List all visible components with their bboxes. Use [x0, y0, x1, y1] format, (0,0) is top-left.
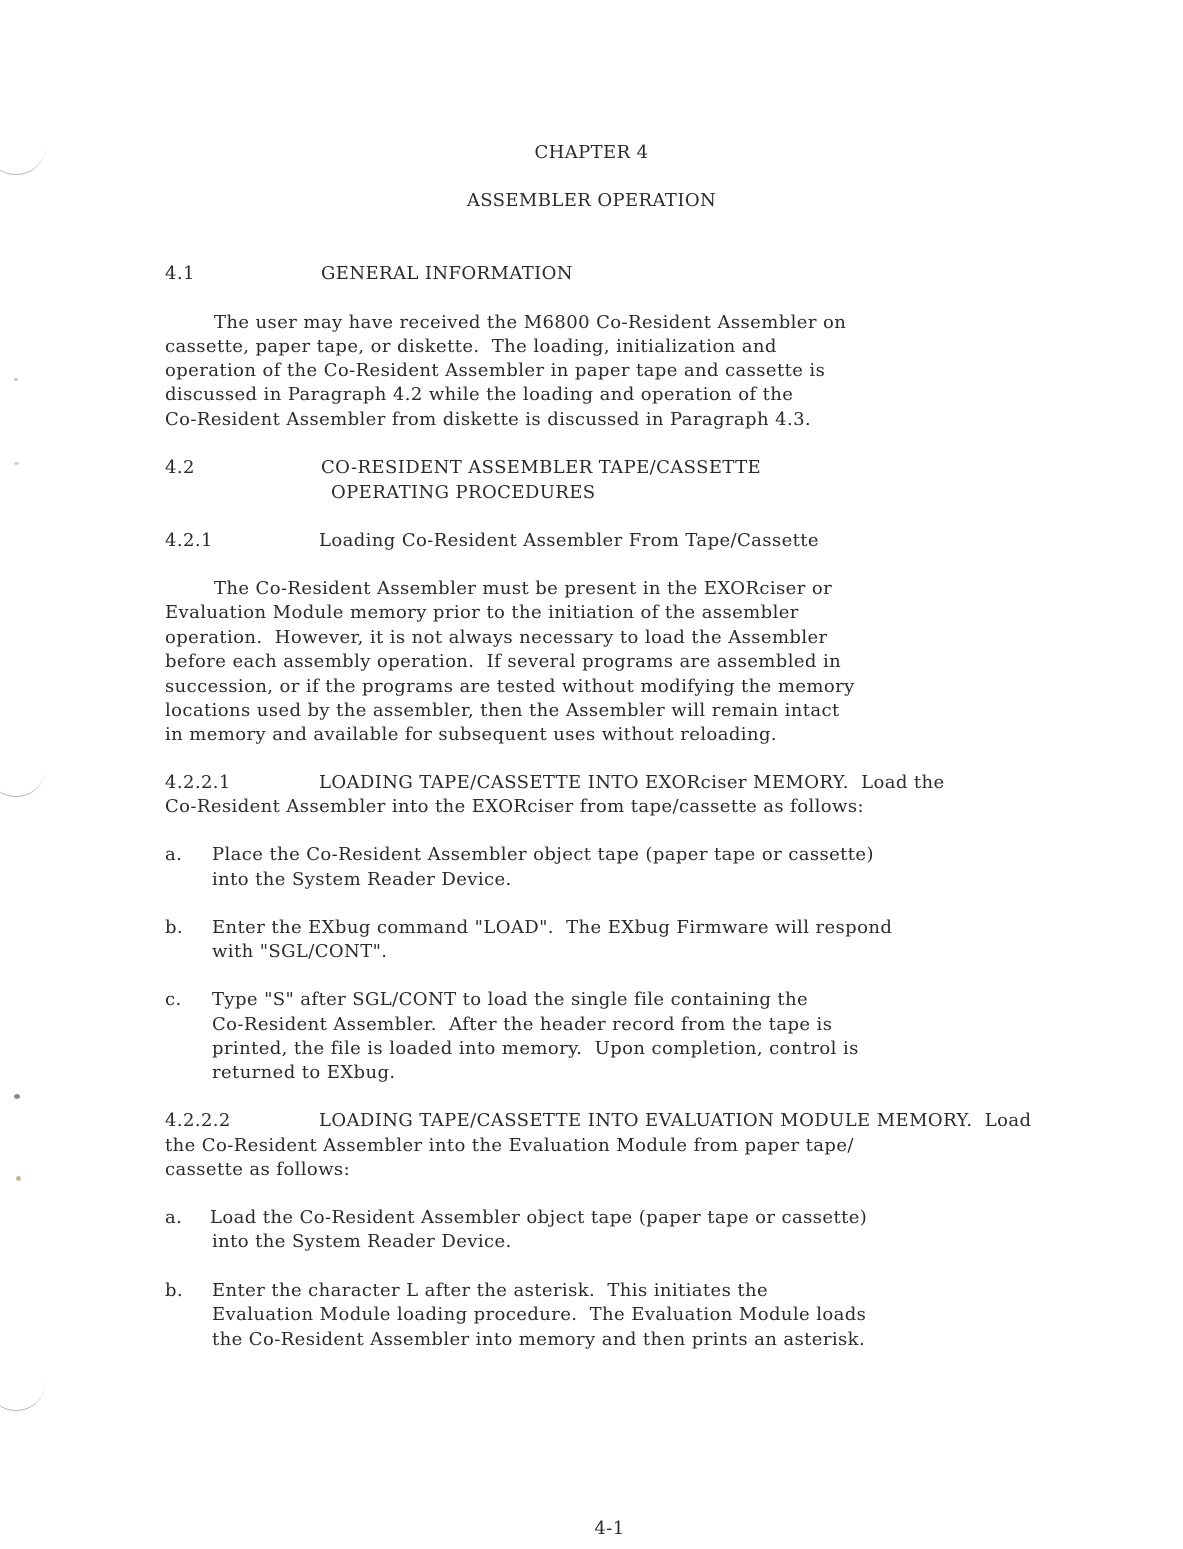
step-line: the Co-Resident Assembler into memory and then prints an asterisk. [212, 1329, 866, 1350]
section-heading: CO-RESIDENT ASSEMBLER TAPE/CASSETTE [321, 457, 762, 478]
step-marker: b. [165, 1280, 184, 1301]
step-line: Enter the character L after the asterisk. This initiates the [212, 1280, 769, 1301]
section-heading-continued: OPERATING PROCEDURES [331, 482, 596, 503]
paragraph-line: in memory and available for subsequent uses without reloading. [165, 724, 777, 745]
paragraph-line: discussed in Paragraph 4.2 while the loading and operation of the [165, 384, 794, 405]
paragraph-line: cassette, paper tape, or diskette. The loading, initialization and [165, 336, 777, 357]
step-marker: b. [165, 917, 184, 938]
step-marker: a. [165, 844, 183, 865]
step-line: Evaluation Module loading procedure. The Evaluation Module loads [212, 1304, 867, 1325]
punch-hole-middle [0, 750, 46, 797]
section-number: 4.2.1 [165, 530, 213, 551]
step-marker: a. [165, 1207, 183, 1228]
paragraph-line: operation of the Co-Resident Assembler in paper tape and cassette is [165, 360, 826, 381]
step-marker: c. [165, 989, 182, 1010]
paragraph-line: LOADING TAPE/CASSETTE INTO EVALUATION MODULE MEMORY. Load [319, 1110, 1032, 1131]
chapter-title: ASSEMBLER OPERATION [466, 190, 717, 211]
scan-speck [16, 1176, 21, 1181]
section-number: 4.2 [165, 457, 195, 478]
paragraph-line: The Co-Resident Assembler must be present in the EXORciser or [165, 578, 833, 599]
paragraph-line: cassette as follows: [165, 1159, 351, 1180]
step-line: into the System Reader Device. [212, 1231, 512, 1252]
paragraph-line: Co-Resident Assembler from diskette is discussed in Paragraph 4.3. [165, 409, 812, 430]
step-line: with "SGL/CONT". [212, 941, 388, 962]
scan-speck [14, 1094, 20, 1099]
section-heading: Loading Co-Resident Assembler From Tape/Cassette [319, 530, 819, 551]
paragraph-line: succession, or if the programs are tested without modifying the memory [165, 676, 855, 697]
scan-speck [14, 378, 18, 381]
section-number: 4.1 [165, 263, 195, 284]
paragraph-line: locations used by the assembler, then the Assembler will remain intact [165, 700, 840, 721]
paragraph-line: LOADING TAPE/CASSETTE INTO EXORciser MEMORY. Load the [319, 772, 945, 793]
page-number: 4-1 [594, 1518, 625, 1539]
paragraph-line: Evaluation Module memory prior to the initiation of the assembler [165, 602, 799, 623]
step-line: returned to EXbug. [212, 1062, 396, 1083]
step-line: Co-Resident Assembler. After the header record from the tape is [212, 1014, 833, 1035]
paragraph-line: Co-Resident Assembler into the EXORciser from tape/cassette as follows: [165, 796, 864, 817]
scan-speck [14, 462, 19, 465]
section-number: 4.2.2.1 [165, 772, 231, 793]
paragraph-line: operation. However, it is not always necessary to load the Assembler [165, 627, 828, 648]
step-line: Place the Co-Resident Assembler object tape (paper tape or cassette) [212, 844, 874, 865]
paragraph-line: the Co-Resident Assembler into the Evaluation Module from paper tape/ [165, 1135, 854, 1156]
step-line: printed, the file is loaded into memory. Upon completion, control is [212, 1038, 859, 1059]
paragraph-line: The user may have received the M6800 Co-Resident Assembler on [165, 312, 847, 333]
step-line: Type "S" after SGL/CONT to load the single file containing the [212, 989, 809, 1010]
paragraph-line: before each assembly operation. If several programs are assembled in [165, 651, 842, 672]
section-number: 4.2.2.2 [165, 1110, 231, 1131]
step-line: Enter the EXbug command "LOAD". The EXbug Firmware will respond [212, 917, 893, 938]
section-heading: GENERAL INFORMATION [321, 263, 573, 284]
chapter-number: CHAPTER 4 [534, 142, 649, 163]
punch-hole-bottom [0, 1364, 46, 1411]
step-line: into the System Reader Device. [212, 869, 512, 890]
step-line: Load the Co-Resident Assembler object tape (paper tape or cassette) [210, 1207, 868, 1228]
